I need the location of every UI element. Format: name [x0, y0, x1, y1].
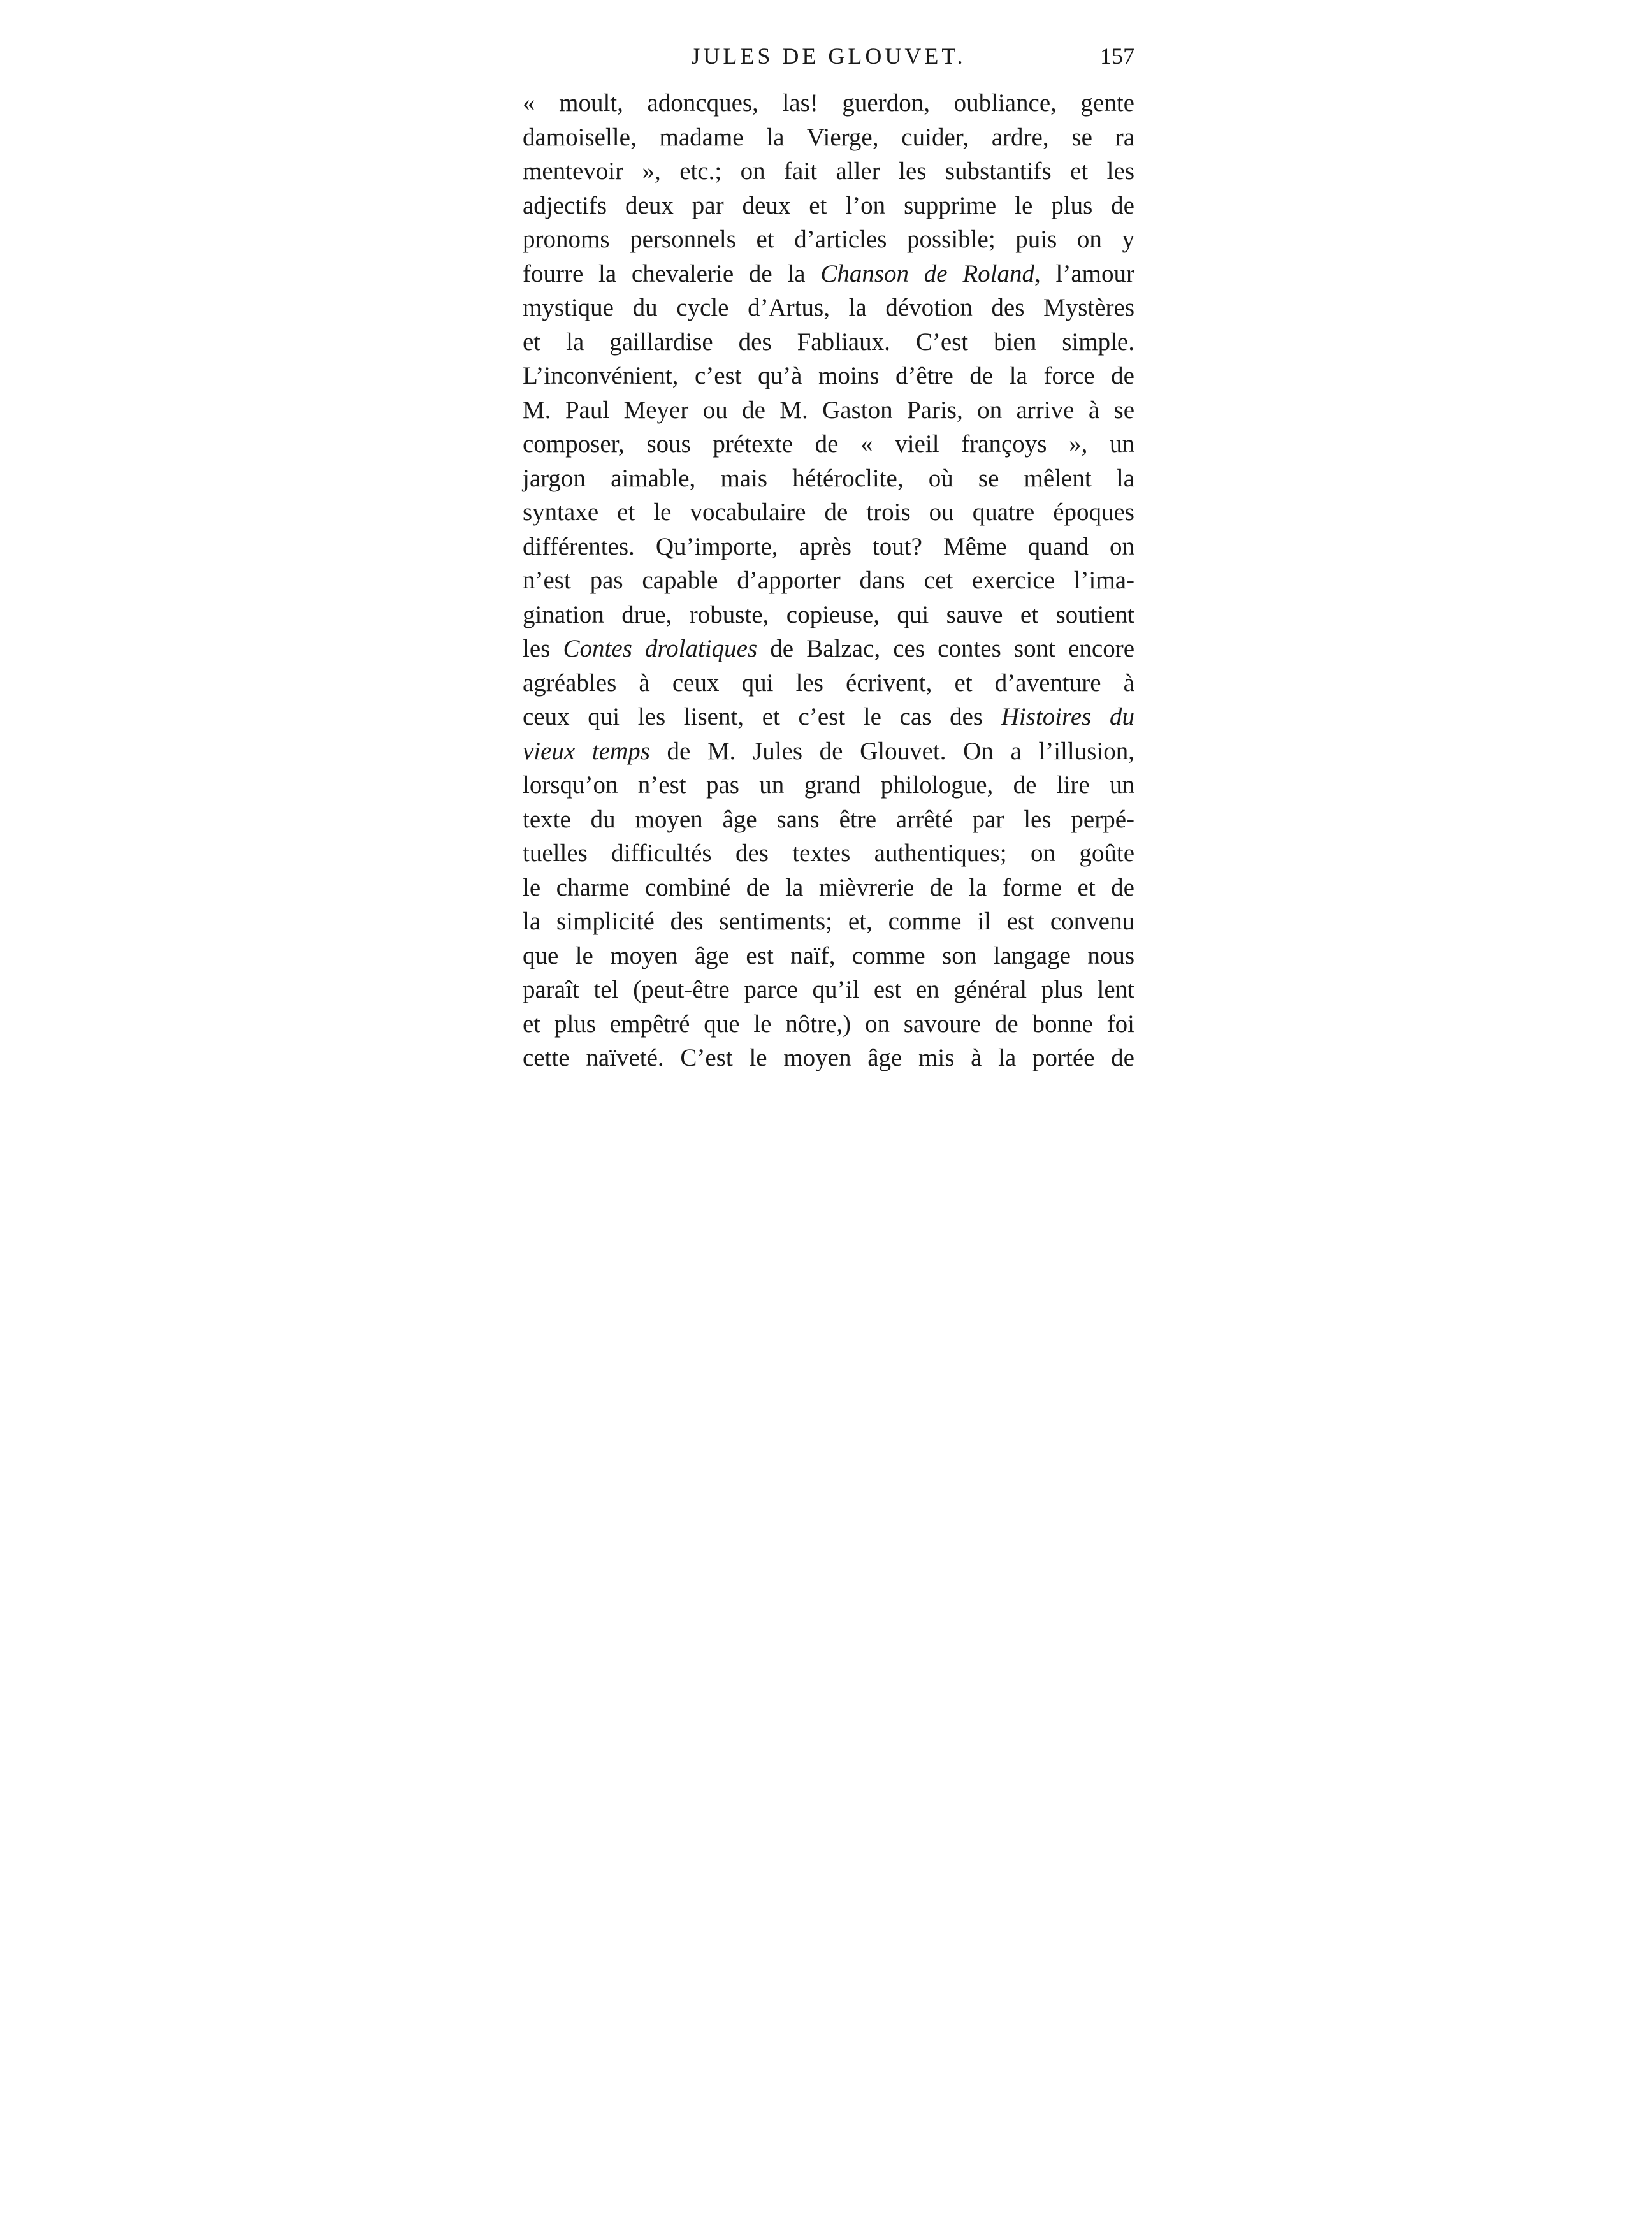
text-run: agréables à ceux qui les écrivent, et d’aventure à: [523, 669, 1134, 697]
page-number: 157: [1100, 43, 1134, 69]
text-line: [523, 904, 1134, 939]
text-run: ceux qui les lisent, et c’est le cas des: [523, 703, 1001, 730]
text-line: [523, 598, 1134, 632]
text-line: [523, 120, 1134, 155]
text-line: [523, 530, 1134, 564]
text-line: [523, 461, 1134, 496]
text-run: mentevoir », etc.; on fait aller les substantifs et les: [523, 157, 1134, 185]
text-run: la simplicité des sentiments; et, comme il est convenu: [523, 908, 1134, 935]
text-run: adjectifs deux par deux et l’on supprime le plus de: [523, 191, 1134, 219]
text-line: [523, 700, 1134, 734]
text-line: [523, 257, 1134, 291]
text-run: tuelles difficultés des textes authentiques; on goûte: [523, 839, 1134, 867]
text-line: [523, 325, 1134, 359]
text-run: L’inconvénient, c’est qu’à moins d’être de la force de: [523, 362, 1134, 389]
text-run: n’est pas capable d’apporter dans cet exercice l’ima-: [523, 567, 1134, 594]
text-run: de Balzac, ces contes sont encore: [757, 635, 1135, 662]
text-run: cette naïveté. C’est le moyen âge mis à la portée de: [523, 1044, 1134, 1071]
text-run: fourre la chevalerie de la: [523, 259, 821, 287]
text-line: [523, 222, 1134, 257]
text-line: [523, 86, 1134, 120]
italic-title: Contes drolatiques: [563, 635, 758, 662]
text-run: et plus empêtré que le nôtre,) on savoure de bonne foi: [523, 1010, 1134, 1038]
text-line: [523, 768, 1134, 802]
running-title: JULES DE GLOUVET.: [691, 43, 966, 69]
text-run: de M. Jules de Glouvet. On a l’illusion,: [649, 737, 1134, 765]
text-run: jargon aimable, mais hétéroclite, où se mêlent la: [523, 464, 1134, 492]
text-line: [523, 973, 1134, 1007]
text-run: , l’amour: [1034, 259, 1134, 287]
text-line: [523, 427, 1134, 461]
text-line: [523, 359, 1134, 393]
text-run: paraît tel (peut-être parce qu’il est en général plus lent: [523, 976, 1134, 1003]
text-line: [523, 836, 1134, 871]
text-line: [523, 154, 1134, 189]
italic-title: Histoires du: [1001, 703, 1135, 730]
text-run: différentes. Qu’importe, après tout? Même quand on: [523, 532, 1134, 560]
text-line: [523, 734, 1134, 769]
text-run: mystique du cycle d’Artus, la dévotion des Mystères: [523, 294, 1134, 321]
text-run: gination drue, robuste, copieuse, qui sauve et soutient: [523, 600, 1134, 628]
text-line: [523, 802, 1134, 837]
running-head: [523, 37, 1134, 75]
text-run: lorsqu’on n’est pas un grand philologue, de lire un: [523, 771, 1134, 799]
text-run: texte du moyen âge sans être arrêté par les perpé-: [523, 805, 1134, 833]
text-run: pronoms personnels et d’articles possible; puis on y: [523, 226, 1134, 253]
text-line: [523, 666, 1134, 701]
text-run: damoiselle, madame la Vierge, cuider, ardre, se ra: [523, 123, 1134, 151]
italic-title: Chanson de Roland: [820, 259, 1035, 287]
italic-title: vieux temps: [523, 737, 650, 765]
text-run: composer, sous prétexte de « vieil françoys », un: [523, 430, 1134, 458]
text-line: [523, 939, 1134, 973]
text-line: [523, 495, 1134, 530]
text-line: [523, 871, 1134, 905]
text-run: le charme combiné de la mièvrerie de la forme et de: [523, 873, 1134, 901]
text-run: les: [523, 635, 563, 662]
text-run: et la gaillardise des Fabliaux. C’est bien simple.: [523, 328, 1134, 356]
text-run: M. Paul Meyer ou de M. Gaston Paris, on arrive à se: [523, 396, 1134, 424]
text-run: que le moyen âge est naïf, comme son langage nous: [523, 941, 1134, 969]
text-line: [523, 291, 1134, 325]
text-line: [523, 632, 1134, 666]
text-line: [523, 563, 1134, 598]
text-line: [523, 393, 1134, 428]
text-run: syntaxe et le vocabulaire de trois ou quatre époques: [523, 498, 1134, 526]
text-line: [523, 189, 1134, 223]
text-line: [523, 1041, 1134, 1075]
body-text: [523, 86, 1134, 1075]
text-run: « moult, adoncques, las! guerdon, oubliance, gente: [523, 89, 1134, 117]
text-line: [523, 1007, 1134, 1042]
